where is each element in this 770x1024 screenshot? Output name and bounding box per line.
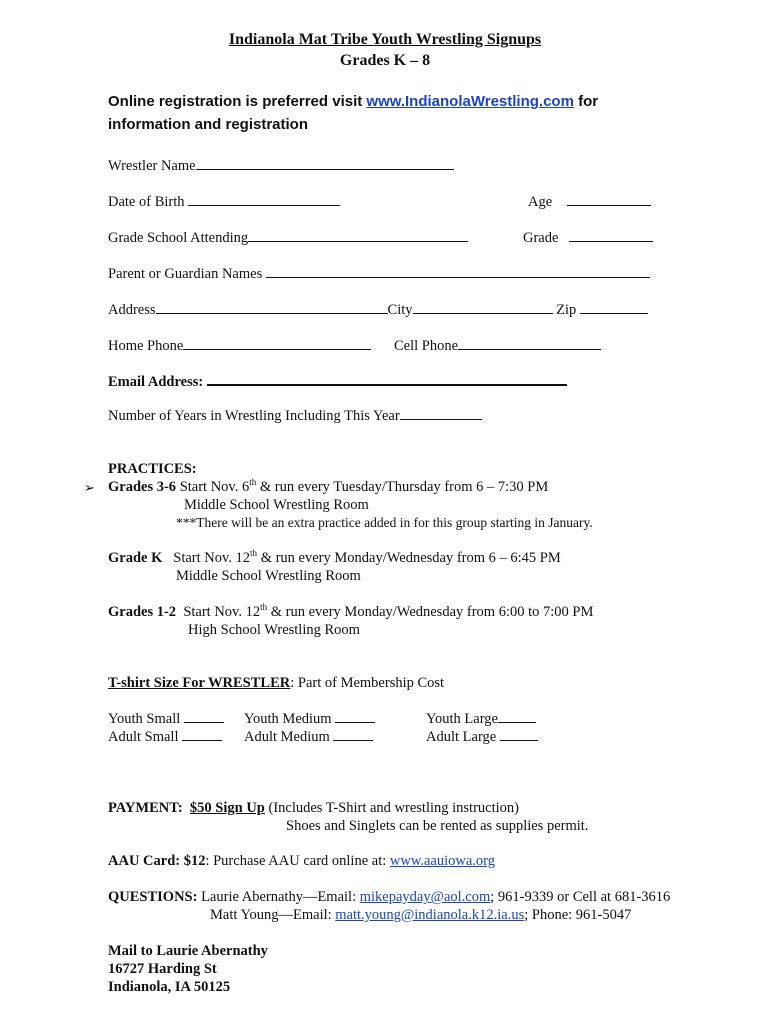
practice-grade-k-room: Middle School Wrestling Room xyxy=(176,568,361,584)
practice-grades-3-6-room: Middle School Wrestling Room xyxy=(184,497,369,513)
cell-phone-field[interactable]: Cell Phone xyxy=(394,337,601,355)
address-field[interactable]: Address City Zip xyxy=(108,301,648,319)
practices-heading: PRACTICES: xyxy=(108,461,197,477)
tshirt-youth-medium[interactable]: Youth Medium xyxy=(244,710,375,728)
arrow-bullet-icon: ➢ xyxy=(84,480,95,495)
payment-info: PAYMENT: $50 Sign Up (Includes T-Shirt and wrestling instruction) xyxy=(108,800,519,816)
practice-grades-3-6-note: ***There will be an extra practice added in for this group starting in January. xyxy=(176,515,593,530)
questions-contact-1: QUESTIONS: Laurie Abernathy—Email: mikepayday@aol.com; 961-9339 or Cell at 681-3616 xyxy=(108,889,671,905)
tshirt-adult-small[interactable]: Adult Small xyxy=(108,728,222,746)
email-link-laurie[interactable]: mikepayday@aol.com xyxy=(359,889,491,905)
years-wrestling-field[interactable]: Number of Years in Wrestling Including This Year xyxy=(108,407,482,425)
online-registration-note-line2: information and registration xyxy=(108,116,309,133)
payment-note: Shoes and Singlets can be rented as supplies permit. xyxy=(286,818,589,834)
parent-guardian-field[interactable]: Parent or Guardian Names xyxy=(108,265,650,283)
practice-grades-1-2-room: High School Wrestling Room xyxy=(188,622,360,638)
mail-to-line2: 16727 Harding St xyxy=(108,961,217,977)
tshirt-youth-small[interactable]: Youth Small xyxy=(108,710,224,728)
website-link[interactable]: www.IndianolaWrestling.com xyxy=(366,93,574,110)
mail-to-line3: Indianola, IA 50125 xyxy=(108,979,231,995)
aau-card-info: AAU Card: $12: Purchase AAU card online at: www.aauiowa.org xyxy=(108,853,495,869)
grade-field[interactable]: Grade xyxy=(523,229,653,247)
questions-contact-2: Matt Young—Email: matt.young@indianola.k12.ia.us; Phone: 961-5047 xyxy=(210,907,632,923)
online-registration-note: Online registration is preferred visit www.IndianolaWrestling.com for xyxy=(108,93,599,110)
wrestler-name-field[interactable]: Wrestler Name xyxy=(108,157,454,175)
zip-label: Zip xyxy=(556,302,577,318)
home-phone-field[interactable]: Home Phone xyxy=(108,337,371,355)
tshirt-adult-large[interactable]: Adult Large xyxy=(426,728,538,746)
practice-grades-1-2: Grades 1-2 Start Nov. 12th & run every Monday/Wednesday from 6:00 to 7:00 PM xyxy=(108,602,594,620)
email-link-matt[interactable]: matt.young@indianola.k12.ia.us xyxy=(335,907,525,923)
age-field[interactable]: Age xyxy=(528,193,651,211)
tshirt-heading: T-shirt Size For WRESTLER: Part of Membership Cost xyxy=(108,675,445,691)
mail-to-line1: Mail to Laurie Abernathy xyxy=(108,943,268,959)
practice-grade-k: Grade K Start Nov. 12th & run every Monday/Wednesday from 6 – 6:45 PM xyxy=(108,548,561,566)
tshirt-youth-large[interactable]: Youth Large xyxy=(426,710,536,728)
form-title: Indianola Mat Tribe Youth Wrestling Signups xyxy=(228,31,542,48)
email-field[interactable]: Email Address: xyxy=(108,372,567,391)
grade-school-field[interactable]: Grade School Attending xyxy=(108,229,468,247)
tshirt-adult-medium[interactable]: Adult Medium xyxy=(244,728,373,746)
practice-grades-3-6: Grades 3-6 Start Nov. 6th & run every Tuesday/Thursday from 6 – 7:30 PM xyxy=(108,477,549,495)
form-subtitle: Grades K – 8 xyxy=(339,52,431,69)
city-label: City xyxy=(387,302,413,318)
dob-field[interactable]: Date of Birth xyxy=(108,193,340,211)
aau-link[interactable]: www.aauiowa.org xyxy=(389,853,495,869)
